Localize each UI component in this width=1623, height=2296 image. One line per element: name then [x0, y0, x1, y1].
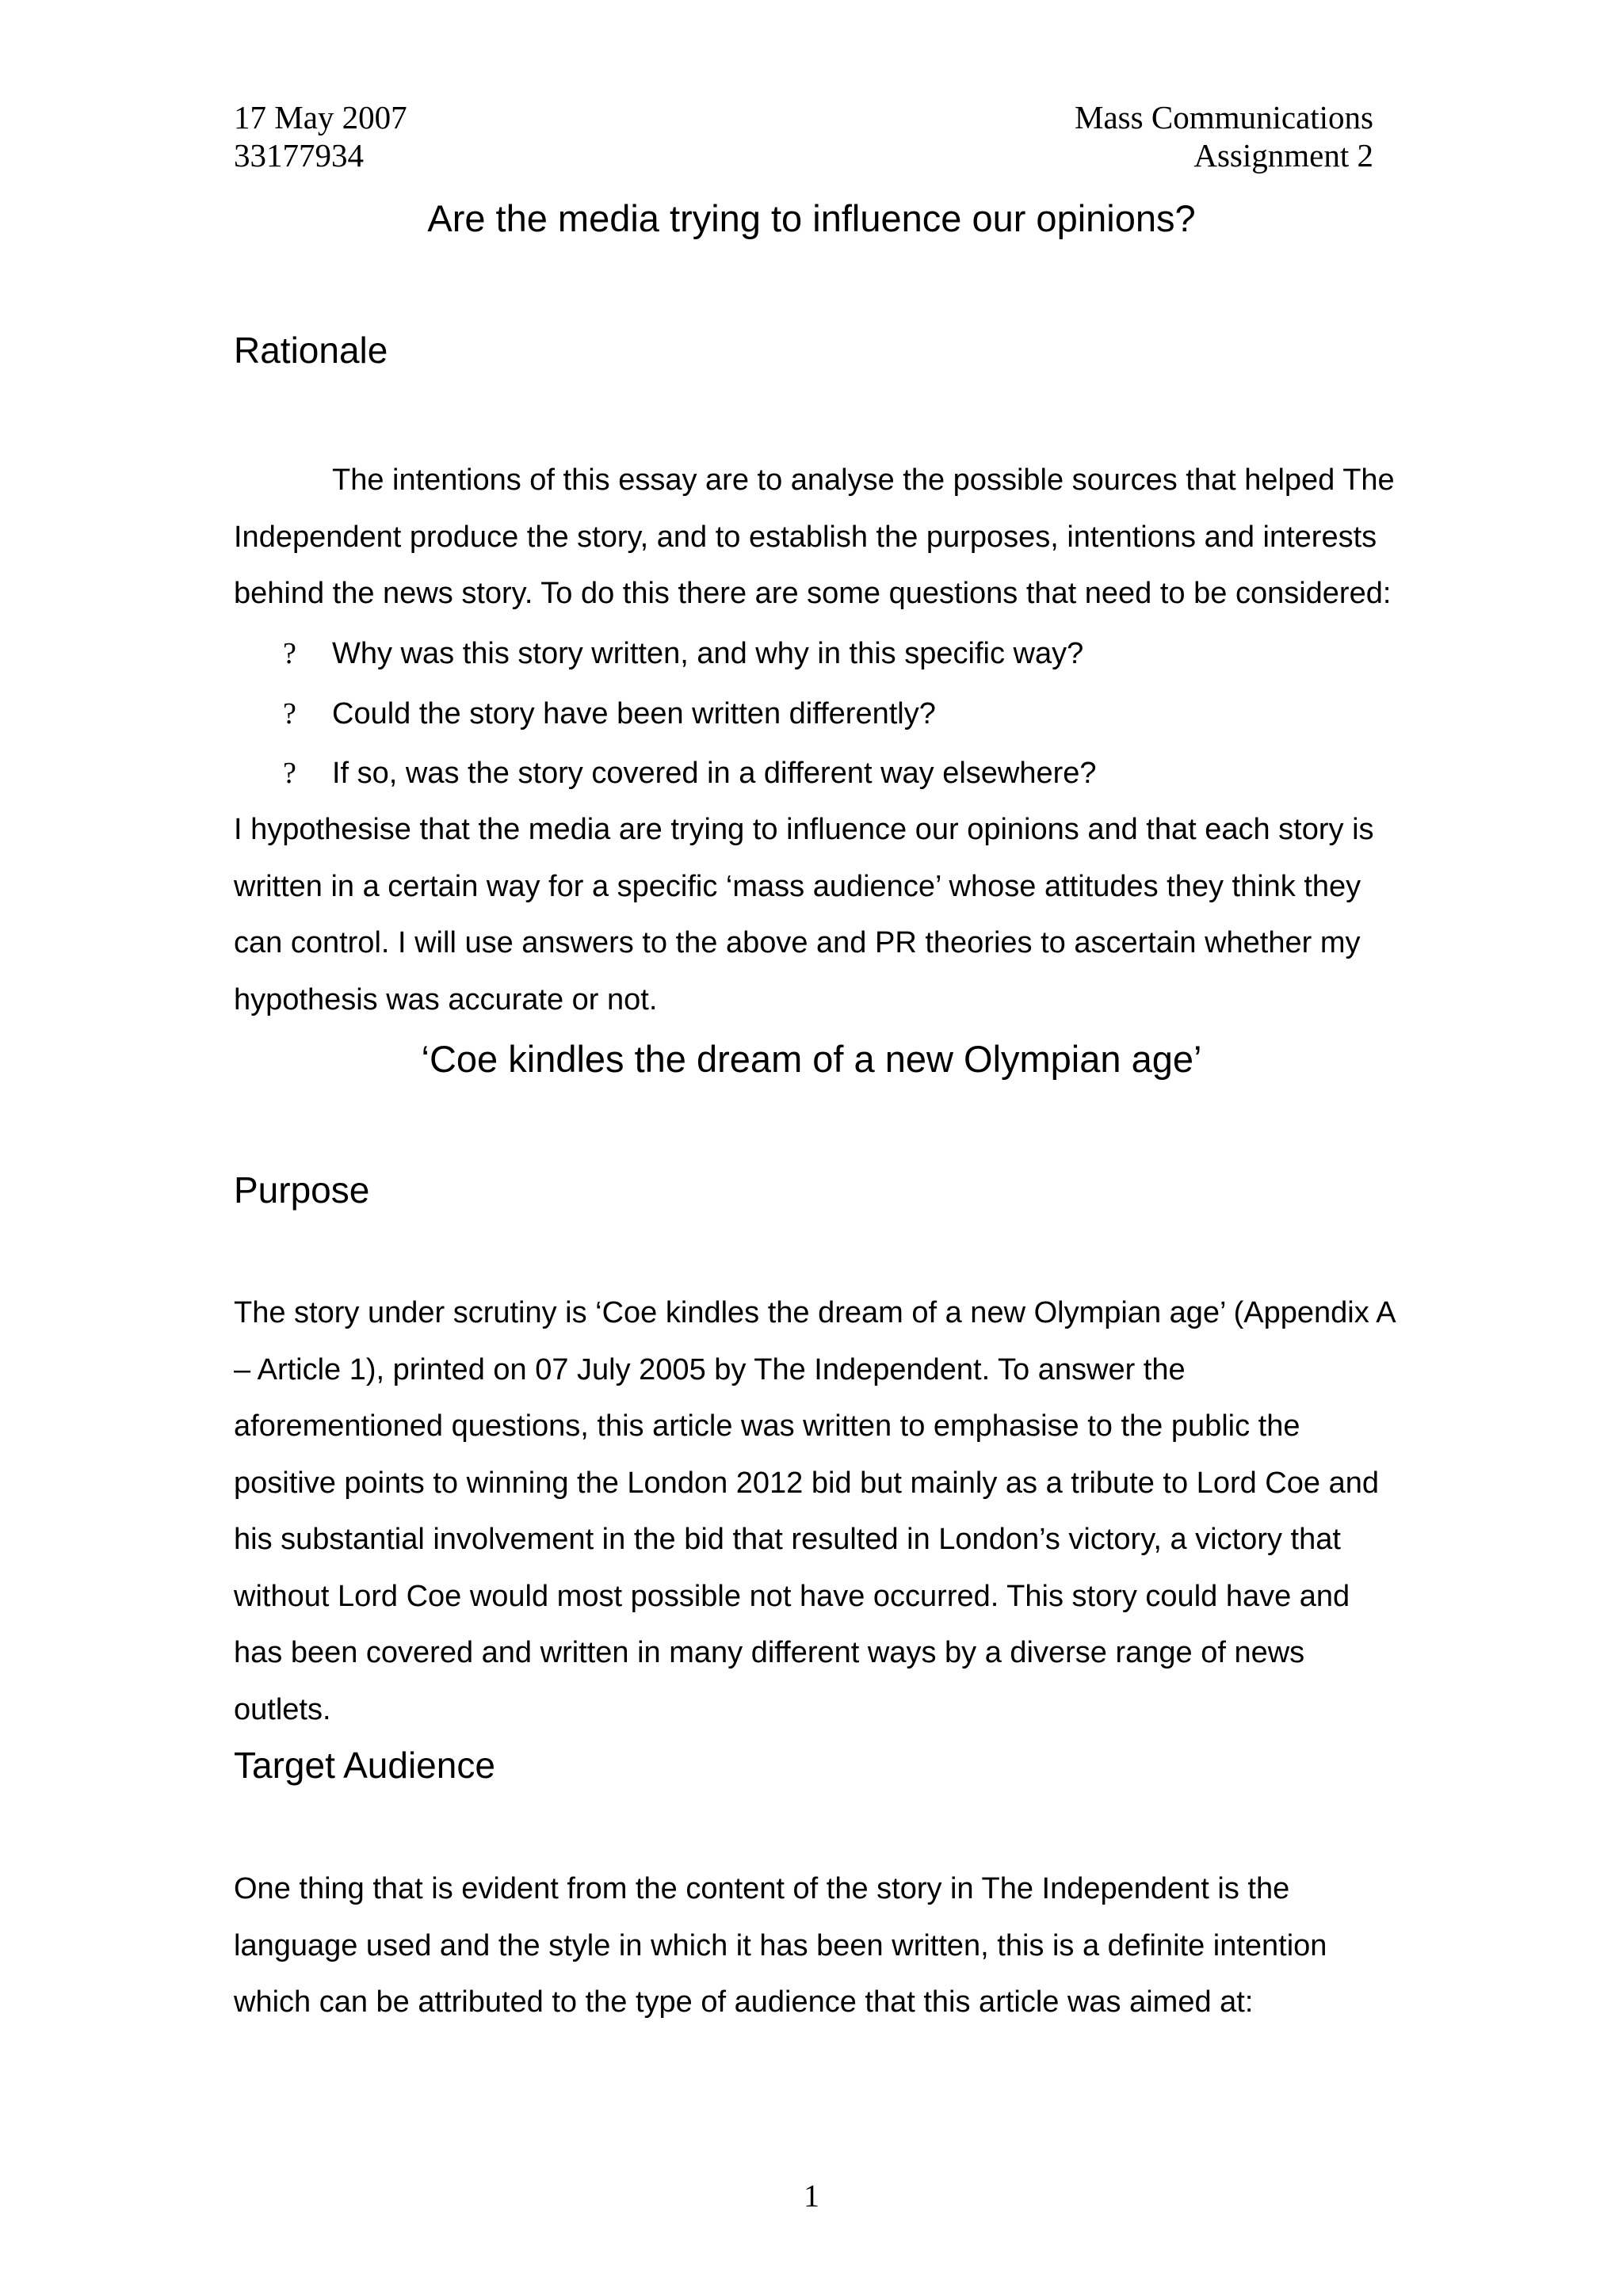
header-date: 17 May 2007: [234, 99, 407, 135]
header-assignment: Assignment 2: [1193, 137, 1373, 174]
story-title: ‘Coe kindles the dream of a new Olympian age’: [421, 1038, 1202, 1080]
page-number: 1: [804, 2178, 819, 2214]
list-item: [234, 744, 1399, 804]
heading-rationale: Rationale: [234, 330, 388, 371]
bullet-icon: ?: [283, 757, 296, 790]
essay-title: Are the media trying to influence our opinions?: [427, 197, 1196, 239]
header-right: [1075, 98, 1373, 174]
list-item: [234, 624, 1399, 685]
header-course: Mass Communications: [1075, 99, 1373, 135]
purpose-body: The story under scrutiny is ‘Coe kindles the dream of a new Olympian age’ (Appendix A – Article 1), printed on 07 July 2005 by The Independent. To answer the aforementioned questions, this article was written to emphasise to the public the positive points to winning the London 2012 bid but mainly as a tribute to Lord Coe and his substantial involvement in the bid that resulted in London’s victory, a victory that without Lord Coe would most possible not have occurred. This story could have and has been covered and written in many different ways by a diverse range of news outlets.: [234, 1296, 1395, 1726]
heading-target-audience: Target Audience: [234, 1745, 495, 1786]
heading-purpose: Purpose: [234, 1169, 370, 1211]
question-list: [234, 624, 1399, 804]
question-text: Could the story have been written differently?: [332, 696, 936, 730]
rationale-intro: The intentions of this essay are to analyse the possible sources that helped The Independent produce the story, and to establish the purposes, intentions and interests behind the news story. To do this there are some questions that need to be considered:: [234, 463, 1395, 610]
list-item: [234, 685, 1399, 745]
question-text: Why was this story written, and why in this specific way?: [332, 637, 1084, 670]
bullet-icon: ?: [283, 637, 296, 670]
rationale-hypothesis: I hypothesise that the media are trying to influence our opinions and that each story is written in a certain way for a specific ‘mass audience’ whose attitudes they think they can control. I will use answers to the above and PR theories to ascertain whether my hypothesis was accurate or not.: [234, 813, 1374, 1016]
header-left: [234, 98, 407, 174]
target-audience-body: One thing that is evident from the content of the story in The Independent is the language used and the style in which it has been written, this is a definite intention which can be attributed to the type of audience that this article was aimed at:: [234, 1872, 1327, 2019]
bullet-icon: ?: [283, 696, 296, 730]
question-text: If so, was the story covered in a different way elsewhere?: [332, 757, 1097, 790]
header-student-id: 33177934: [234, 137, 364, 174]
